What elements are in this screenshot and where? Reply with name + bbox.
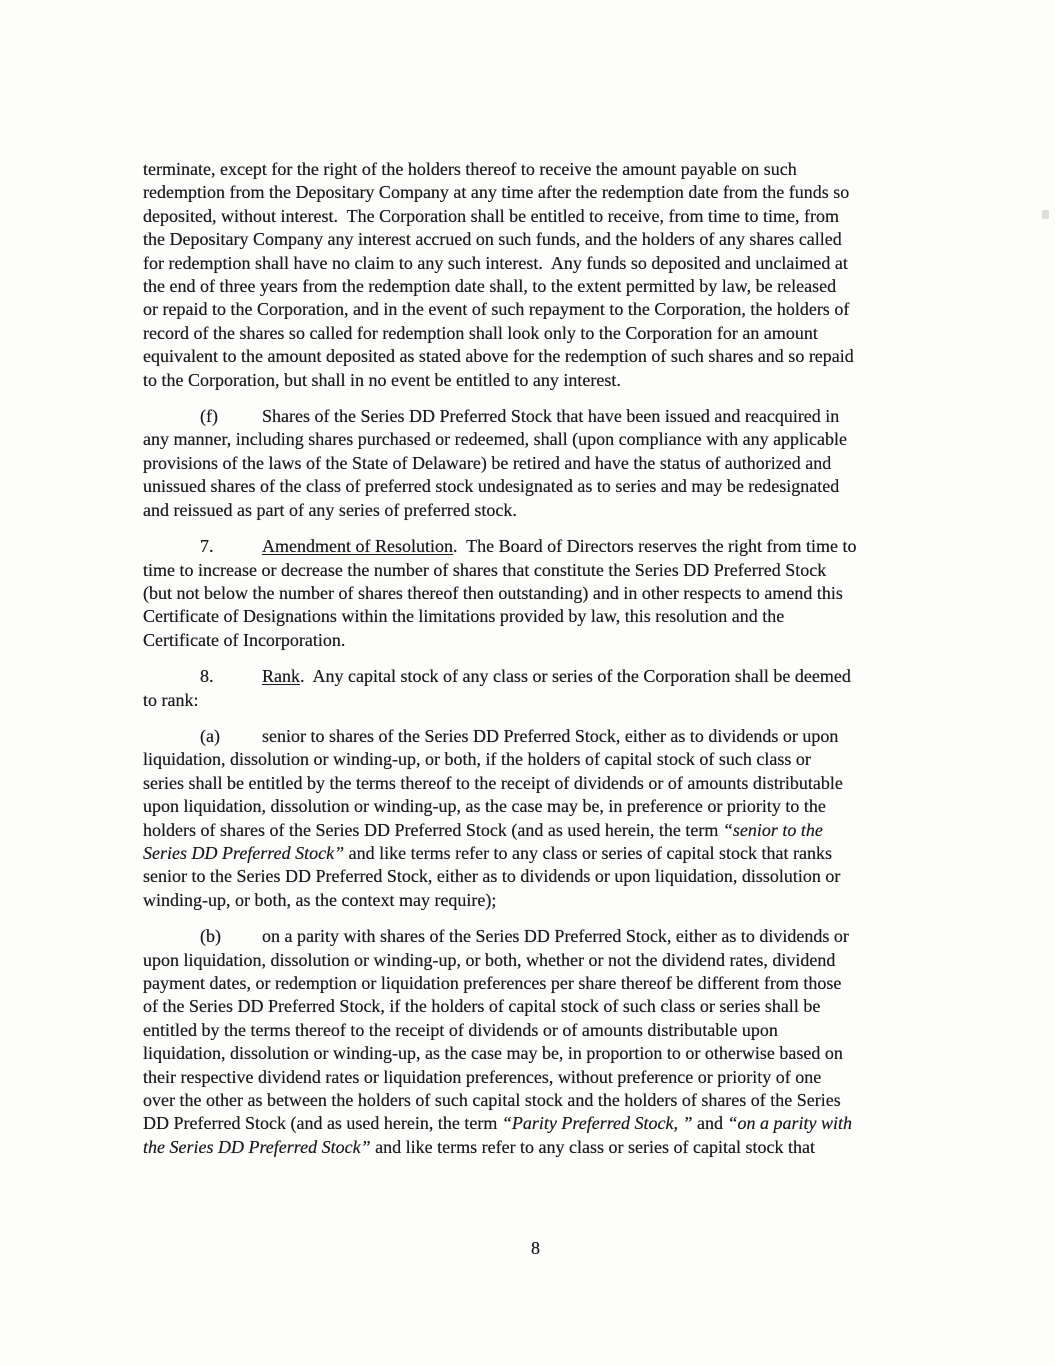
text-segment: to rank: bbox=[143, 689, 199, 710]
text-line bbox=[143, 1112, 943, 1135]
text-line bbox=[143, 995, 943, 1018]
text-segment: for redemption shall have no claim to any such interest. Any funds so deposited and unclaimed at bbox=[143, 252, 848, 273]
text-line bbox=[143, 252, 943, 275]
text-segment: Certificate of Incorporation. bbox=[143, 629, 346, 650]
text-segment: upon liquidation, dissolution or winding-up, as the case may be, in preference or priority to the bbox=[143, 796, 826, 817]
text-line bbox=[143, 475, 943, 498]
text-line bbox=[143, 725, 943, 748]
item-label: (b) bbox=[200, 926, 221, 947]
text-segment: upon liquidation, dissolution or winding-up, or both, whether or not the dividend rates, dividend bbox=[143, 949, 836, 970]
text-line bbox=[143, 1089, 943, 1112]
text-line bbox=[143, 949, 943, 972]
text-line bbox=[143, 158, 943, 181]
page-number: 8 bbox=[531, 1238, 540, 1258]
text-segment: terminate, except for the right of the holders thereof to receive the amount payable on such bbox=[143, 159, 797, 179]
text-segment: Rank bbox=[262, 666, 300, 687]
text-line bbox=[143, 205, 943, 228]
section-7-amendment-of-resolution bbox=[143, 535, 943, 652]
text-line bbox=[143, 322, 943, 345]
text-line bbox=[143, 889, 943, 912]
item-label: 8. bbox=[200, 666, 214, 687]
scan-artifact bbox=[1042, 210, 1049, 219]
text-line bbox=[143, 605, 943, 628]
text-line bbox=[143, 405, 943, 428]
text-line bbox=[143, 1136, 943, 1159]
text-line bbox=[143, 1019, 943, 1042]
text-line bbox=[143, 535, 943, 558]
text-line bbox=[143, 452, 943, 475]
text-segment: time to increase or decrease the number of shares that constitute the Series DD Preferred Stock bbox=[143, 559, 827, 580]
text-segment: (but not below the number of shares thereof then outstanding) and in other respects to amend this bbox=[143, 582, 843, 603]
paragraph-b-parity bbox=[143, 925, 943, 1159]
text-segment: the Depositary Company any interest accrued on such funds, and the holders of any shares called bbox=[143, 229, 842, 250]
text-line bbox=[143, 228, 943, 251]
text-segment: “Parity Preferred Stock, ” bbox=[501, 1113, 693, 1134]
text-line bbox=[143, 689, 943, 712]
text-line bbox=[143, 842, 943, 865]
text-segment: deposited, without interest. The Corporation shall be entitled to receive, from time to time, from bbox=[143, 205, 839, 226]
text-line bbox=[143, 665, 943, 688]
text-segment: equivalent to the amount deposited as stated above for the redemption of such shares and so repaid bbox=[143, 346, 854, 367]
text-line bbox=[143, 428, 943, 451]
text-line bbox=[143, 629, 943, 652]
text-line bbox=[143, 345, 943, 368]
text-line bbox=[143, 1042, 943, 1065]
text-segment: or repaid to the Corporation, and in the event of such repayment to the Corporation, the holders of bbox=[143, 299, 850, 320]
paragraph-a-senior bbox=[143, 725, 943, 912]
text-segment: the Series DD Preferred Stock” bbox=[143, 1136, 371, 1157]
text-segment: over the other as between the holders of such capital stock and the holders of shares of the Series bbox=[143, 1090, 841, 1111]
text-segment: on a parity with shares of the Series DD Preferred Stock, either as to dividends or bbox=[262, 926, 849, 947]
item-label: (f) bbox=[200, 406, 218, 427]
item-label: 7. bbox=[200, 536, 214, 557]
text-line bbox=[143, 369, 943, 392]
paragraph-f-reacquired-shares bbox=[143, 405, 943, 522]
text-line bbox=[143, 795, 943, 818]
text-line bbox=[143, 275, 943, 298]
text-segment: entitled by the terms thereof to the receipt of dividends or of amounts distributable upon bbox=[143, 1019, 778, 1040]
text-line bbox=[143, 772, 943, 795]
text-segment: the end of three years from the redemption date shall, to the extent permitted by law, be released bbox=[143, 276, 837, 297]
text-line bbox=[143, 499, 943, 522]
text-segment: any manner, including shares purchased or redeemed, shall (upon compliance with any applicable bbox=[143, 429, 848, 450]
text-block bbox=[143, 158, 943, 1172]
text-segment: liquidation, dissolution or winding-up, as the case may be, in proportion to or otherwise based on bbox=[143, 1043, 843, 1064]
text-segment: holders of shares of the Series DD Preferred Stock (and as used herein, the term bbox=[143, 819, 723, 840]
text-segment: . The Board of Directors reserves the right from time to bbox=[452, 536, 857, 557]
text-line bbox=[143, 748, 943, 771]
text-line bbox=[143, 865, 943, 888]
text-segment: and bbox=[692, 1113, 728, 1134]
text-segment: senior to the Series DD Preferred Stock, either as to dividends or upon liquidation, dissolution or bbox=[143, 866, 841, 887]
text-segment: and reissued as part of any series of preferred stock. bbox=[143, 499, 517, 520]
text-segment: liquidation, dissolution or winding-up, or both, if the holders of capital stock of such class or bbox=[143, 749, 811, 770]
item-label: (a) bbox=[200, 725, 220, 746]
paragraph-redemption-continuation bbox=[143, 158, 943, 392]
text-line bbox=[143, 559, 943, 582]
text-segment: series shall be entitled by the terms thereof to the receipt of dividends or of amounts distributable bbox=[143, 772, 843, 793]
text-segment: senior to shares of the Series DD Preferred Stock, either as to dividends or upon bbox=[262, 725, 839, 746]
section-8-rank bbox=[143, 665, 943, 712]
text-segment: . Any capital stock of any class or series of the Corporation shall be deemed bbox=[300, 666, 851, 687]
text-segment: of the Series DD Preferred Stock, if the holders of capital stock of such class or series shall be bbox=[143, 996, 821, 1017]
text-segment: record of the shares so called for redemption shall look only to the Corporation for an amount bbox=[143, 322, 818, 343]
text-segment: unissued shares of the class of preferred stock undesignated as to series and may be redesignated bbox=[143, 476, 840, 497]
text-line bbox=[143, 582, 943, 605]
text-segment: to the Corporation, but shall in no event be entitled to any interest. bbox=[143, 369, 621, 390]
text-segment: winding-up, or both, as the context may require); bbox=[143, 889, 497, 910]
text-line bbox=[143, 972, 943, 995]
text-segment: redemption from the Depositary Company at any time after the redemption date from the funds so bbox=[143, 182, 850, 203]
text-segment: “senior to the bbox=[722, 819, 823, 840]
text-segment: and like terms refer to any class or series of capital stock that bbox=[370, 1136, 815, 1157]
text-segment: provisions of the laws of the State of Delaware) be retired and have the status of authorized and bbox=[143, 452, 832, 473]
text-line bbox=[143, 819, 943, 842]
text-line bbox=[143, 1066, 943, 1089]
text-segment: their respective dividend rates or liquidation preferences, without preference or priority of one bbox=[143, 1066, 822, 1087]
text-segment: Amendment of Resolution bbox=[262, 536, 453, 557]
text-segment: Certificate of Designations within the limitations provided by law, this resolution and the bbox=[143, 606, 785, 627]
text-line bbox=[143, 181, 943, 204]
text-segment: Shares of the Series DD Preferred Stock that have been issued and reacquired in bbox=[262, 406, 840, 427]
text-segment: and like terms refer to any class or series of capital stock that ranks bbox=[344, 842, 832, 863]
text-segment: DD Preferred Stock (and as used herein, the term bbox=[143, 1113, 502, 1134]
text-line bbox=[143, 925, 943, 948]
text-segment: “on a parity with bbox=[727, 1113, 853, 1134]
text-line bbox=[143, 298, 943, 321]
text-segment: payment dates, or redemption or liquidation preferences per share thereof be different from those bbox=[143, 973, 842, 993]
text-segment: Series DD Preferred Stock” bbox=[143, 842, 345, 863]
